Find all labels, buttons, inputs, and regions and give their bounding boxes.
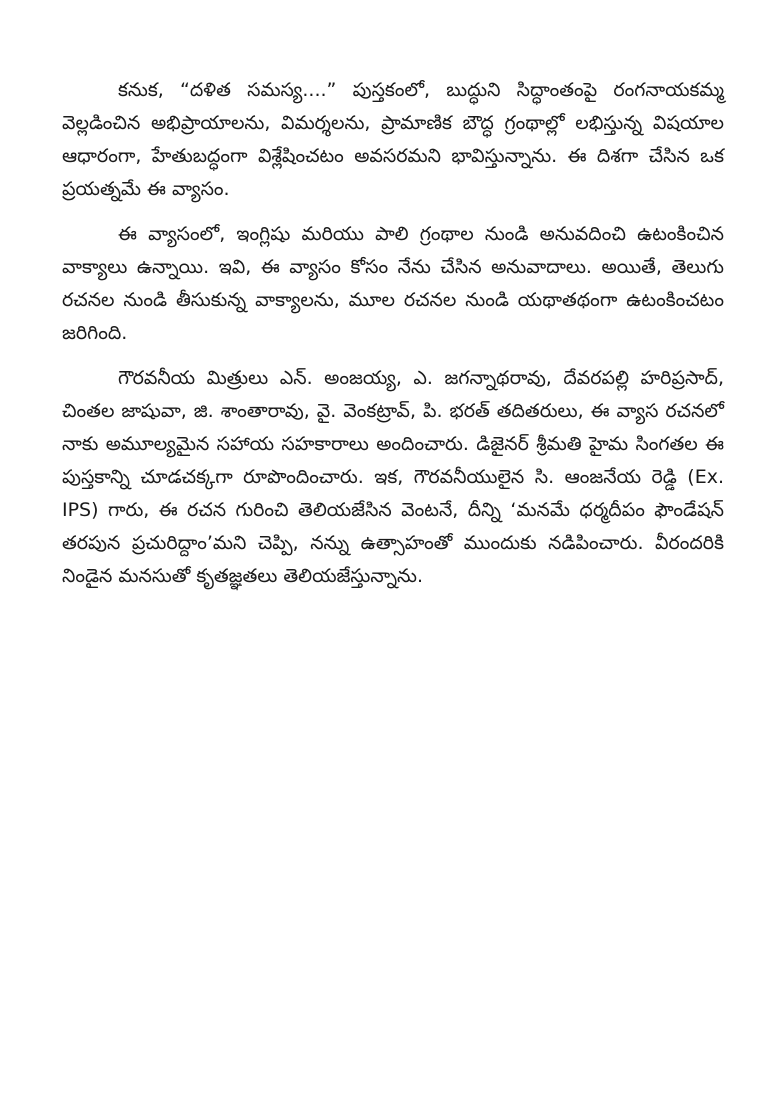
body-text	[62, 74, 724, 593]
paragraph-intro: కనుక, “దళిత సమస్య....” పుస్తకంలో, బుద్ధుని సిద్ధాంతంపై రంగనాయకమ్మ వెల్లడించిన అభిప్రాయాలను, విమర్శలను, ప్రామాణిక బౌద్ధ గ్రంథాల్లో లభిస్తున్న విషయాల ఆధారంగా, హేతుబద్ధంగా విశ్లేషించటం అవసరమని భావిస్తున్నాను. ఈ దిశగా చేసిన ఒక ప్రయత్నమే ఈ వ్యాసం.	[62, 79, 724, 200]
paragraph-translations: ఈ వ్యాసంలో, ఇంగ్లిషు మరియు పాలి గ్రంథాల నుండి అనువదించి ఉటంకించిన వాక్యాలు ఉన్నాయి. ఇవి, ఈ వ్యాసం కోసం నేను చేసిన అనువాదాలు. అయితే, తెలుగు రచనల నుండి తీసుకున్న వాక్యాలను, మూల రచనల నుండి యథాతథంగా ఉటంకించటం జరిగింది.	[62, 223, 724, 344]
paragraph-acknowledgements: గౌరవనీయ మిత్రులు ఎన్. అంజయ్య, ఎ. జగన్నాథరావు, దేవరపల్లి హరిప్రసాద్, చింతల జాషువా, జి. శాంతారావు, వై. వెంకట్రావ్, పి. భరత్ తదితరులు, ఈ వ్యాస రచనలో నాకు అమూల్యమైన సహాయ సహకారాలు అందించారు. డిజైనర్ శ్రీమతి హైమ సింగతల ఈ పుస్తకాన్ని చూడచక్కగా రూపొందించారు. ఇక, గౌరవనీయులైన సి. ఆంజనేయ రెడ్డి (Ex. IPS) గారు, ఈ రచన గురించి తెలియజేసిన వెంటనే, దీన్ని ‘మనమే ధర్మదీపం ఫౌండేషన్ తరపున ప్రచురిద్దాం’మని చెప్పి, నన్ను ఉత్సాహంతో ముందుకు నడిపించారు. వీరందరికి నిండైన మనసుతో కృతజ్ఞతలు తెలియజేస్తున్నాను.	[62, 367, 724, 587]
